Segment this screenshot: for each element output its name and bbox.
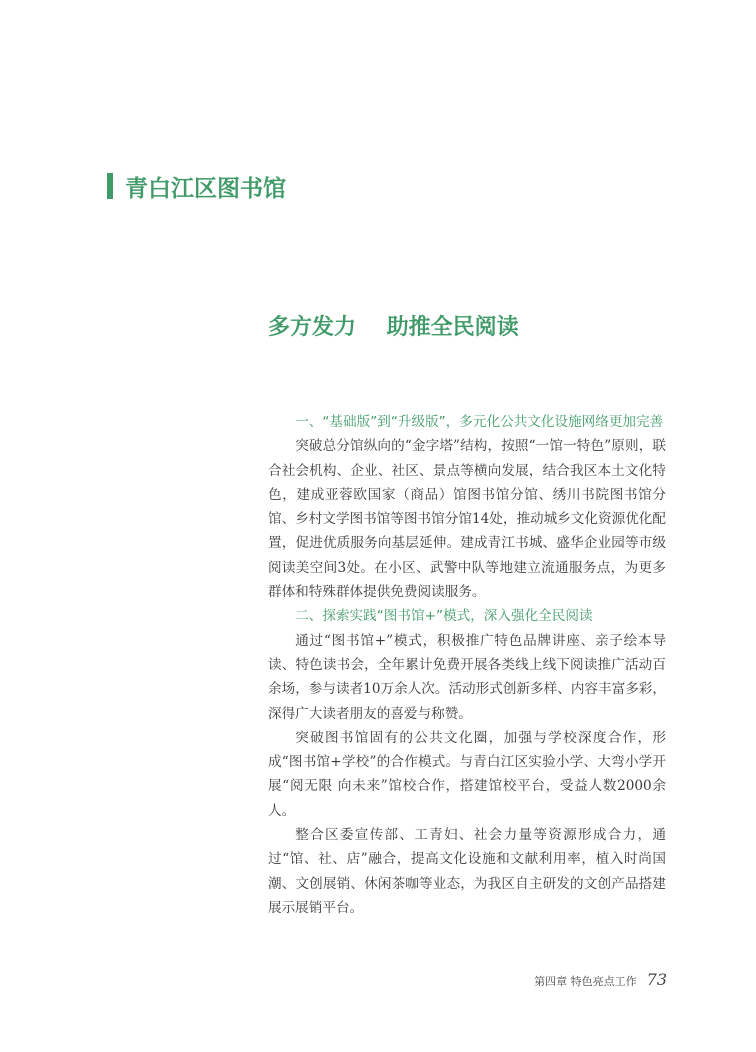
section-header <box>107 171 286 201</box>
body-paragraph-3: 突破图书馆固有的公共文化圈，加强与学校深度合作，形成“图书馆+学校”的合作模式。与青白江区实验小学、大弯小学开展“阅无限 向未来”馆校合作，搭建馆校平台，受益人数2000余人。 <box>268 729 666 819</box>
page-footer <box>534 970 667 989</box>
section-accent-bar <box>107 173 113 199</box>
article-title: 多方发力 助推全民阅读 <box>268 315 519 340</box>
page-number: 73 <box>646 970 667 989</box>
body-paragraph-2: 通过“图书馆+”模式，积极推广特色品牌讲座、亲子绘本导读、特色读书会，全年累计免费开展各类线上线下阅读推广活动百余场，参与读者10万余人次。活动形式创新多样、内容丰富多彩，深得广大读者朋友的喜爱与称赞。 <box>268 632 666 722</box>
article-body <box>268 410 666 920</box>
section-heading-1: 一、“基础版”到“升级版”，多元化公共文化设施网络更加完善 <box>295 414 664 430</box>
section-title: 青白江区图书馆 <box>125 175 286 202</box>
section-heading-2: 二、探索实践“图书馆+”模式，深入强化全民阅读 <box>295 608 593 625</box>
footer-chapter-label: 第四章 特色亮点工作 <box>534 975 637 988</box>
body-paragraph-1: 突破总分馆纵向的“金字塔”结构，按照“一馆一特色”原则，联合社会机构、企业、社区、景点等横向发展，结合我区本土文化特色，建成亚蓉欧国家（商品）馆图书馆分馆、绣川书院图书馆分馆、乡村文学图书馆等图书馆分馆14处，推动城乡文化资源优化配置，促进优质服务向基层延伸。建成青江书城、盛华企业园等市级阅读美空间3处。在小区、武警中队等地建立流通服务点，为更多群体和特殊群体提供免费阅读服务。 <box>268 438 666 601</box>
body-paragraph-4: 整合区委宣传部、工青妇、社会力量等资源形成合力，通过“馆、社、店”融合，提高文化设施和文献利用率，植入时尚国潮、文创展销、休闲茶咖等业态，为我区自主研发的文创产品搭建展示展销平台。 <box>268 827 666 916</box>
